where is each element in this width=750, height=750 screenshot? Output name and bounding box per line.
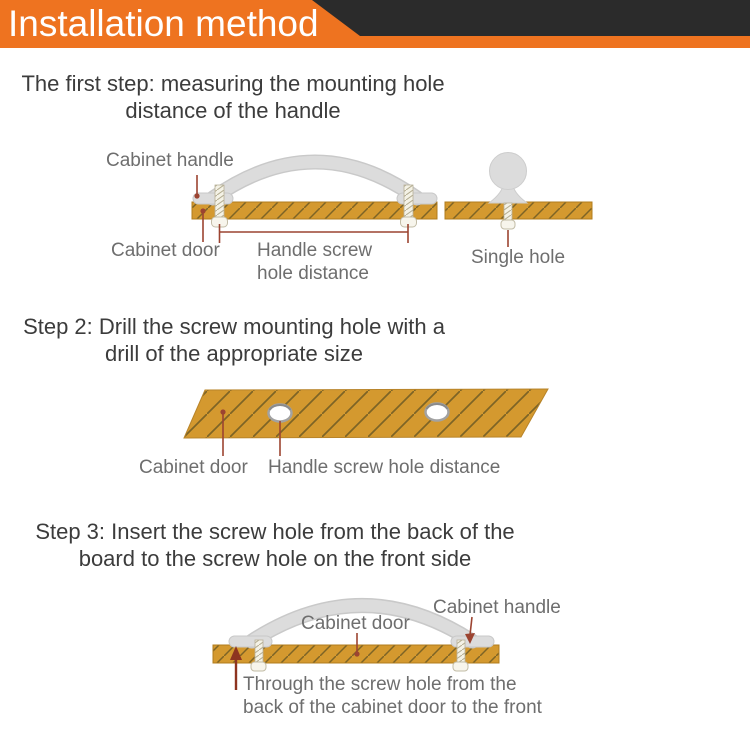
step1-cabinet-handle-label: Cabinet handle [106, 150, 234, 171]
step2-screw-distance-label: Handle screw hole distance [268, 457, 501, 478]
step1-cabinet-door-board [192, 202, 437, 219]
step1-diagram [192, 153, 592, 248]
step2-left-hole [269, 405, 292, 422]
step1-screw-distance-label [257, 239, 372, 285]
step3-heading-line1: Step 3: Insert the screw hole from the back of the [35, 519, 515, 544]
step1-cabinet-door-label: Cabinet door [111, 240, 220, 261]
step1-heading-line2: distance of the handle [125, 98, 341, 123]
step1-screw-distance-line2: hole distance [257, 263, 369, 284]
step3-cabinet-door-label: Cabinet door [301, 613, 410, 634]
page-title: Installation method [8, 3, 319, 44]
step2-diagram [184, 389, 548, 456]
step2-cabinet-door-label: Cabinet door [139, 457, 248, 478]
step3-through-line1: Through the screw hole from the [243, 674, 517, 695]
step3-through-line2: back of the cabinet door to the front [243, 697, 542, 718]
step1-heading-line1: The first step: measuring the mounting hole [21, 71, 445, 96]
step3-heading-line2: board to the screw hole on the front side [78, 546, 472, 571]
step2-heading-line2: drill of the appropriate size [104, 341, 364, 366]
step3-cabinet-handle-label: Cabinet handle [433, 597, 561, 618]
step1-single-hole-board [445, 202, 592, 219]
step2-heading-line1: Step 2: Drill the screw mounting hole with a [23, 314, 445, 339]
step1-handle-pointer [194, 175, 199, 199]
step2-right-hole [426, 404, 449, 421]
step1-knob [489, 153, 527, 204]
step2-cabinet-door-board [184, 389, 548, 438]
step3-through-label [243, 673, 542, 719]
step1-screw-distance-line1: Handle screw [257, 240, 373, 261]
step1-single-hole-label: Single hole [471, 247, 566, 268]
